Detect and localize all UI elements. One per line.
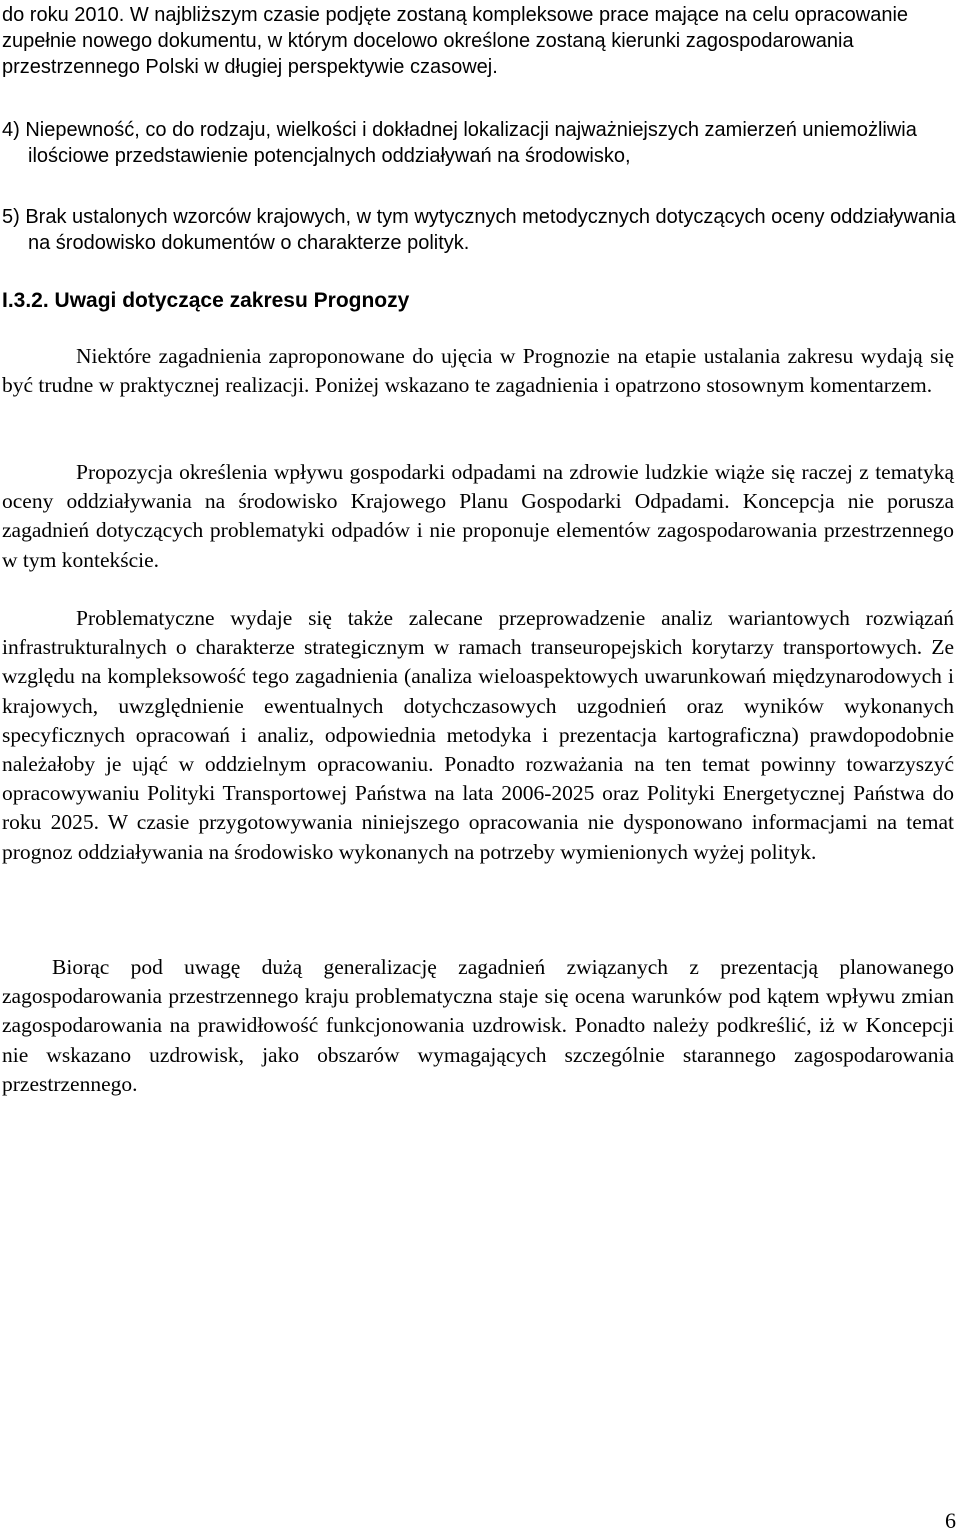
page-number: 6 (945, 1508, 956, 1533)
intro-paragraph: do roku 2010. W najbliższym czasie podjęte zostaną kompleksowe prace mające na celu opracowanie zupełnie nowego dokumentu, w którym docelowo określone zostaną kierunki zagospodarowania przestrzennego Polski w długiej perspektywie czasowej. (2, 4, 909, 78)
paragraph-scope-intro: Niektóre zagadnienia zaproponowane do ujęcia w Prognozie na etapie ustalania zakresu wydają się być trudne w praktycznej realizacji. Poniżej wskazano te zagadnienia i opatrzono stosownym komentarzem. (2, 344, 954, 398)
paragraph-waste-management: Propozycja określenia wpływu gospodarki odpadami na zdrowie ludzkie wiąże się raczej z tematyką oceny oddziaływania na środowisko Krajowego Planu Gospodarki Odpadami. Koncepcja nie porusza zagadnień dotyczących problematyki odpadów i nie proponuje elementów zagospodarowania przestrzennego w tym kontekście. (2, 460, 954, 572)
paragraph-spas: Biorąc pod uwagę dużą generalizację zagadnień związanych z prezentacją planowanego zagospodarowania przestrzennego kraju problematyczna staje się ocena warunków pod kątem wpływu zmian zagospodarowania na prawidłowość funkcjonowania uzdrowisk. Ponadto należy podkreślić, iż w Koncepcji nie wskazano uzdrowisk, jako obszarów wymagających szczególnie starannego zagospodarowania przestrzennego. (2, 955, 954, 1096)
list-item-5: 5) Brak ustalonych wzorców krajowych, w tym wytycznych metodycznych dotyczących oceny oddziaływania na środowisko dokumentów o charakterze polityk. (2, 206, 956, 254)
list-item-4: 4) Niepewność, co do rodzaju, wielkości i dokładnej lokalizacji najważniejszych zamierzeń uniemożliwia ilościowe przedstawienie potencjalnych oddziaływań na środowisko, (2, 119, 917, 167)
section-heading: I.3.2. Uwagi dotyczące zakresu Prognozy (2, 289, 410, 312)
paragraph-transport-corridors: Problematyczne wydaje się także zalecane przeprowadzenie analiz wariantowych rozwiązań infrastrukturalnych o charakterze strategicznym w ramach transeuropejskich korytarzy transportowych. Ze względu na kompleksowość tego zagadnienia (analiza wieloaspektowych uwarunkowań międzynarodowych i krajowych, uwzględnienie ewentualnych dotychczasowych uzgodnień oraz wyników wykonanych specyficznych opracowań i analiz, odpowiednia metodyka i prezentacja kartograficzna) prawdopodobnie należałoby je ująć w oddzielnym opracowaniu. Ponadto rozważania na ten temat powinny towarzyszyć opracowywaniu Polityki Transportowej Państwa na lata 2006-2025 oraz Polityki Energetycznej Państwa do roku 2025. W czasie przygotowywania niniejszego opracowania nie dysponowano informacjami na temat prognoz oddziaływania na środowisko wykonanych na potrzeby wymienionych wyżej polityk. (2, 606, 954, 864)
